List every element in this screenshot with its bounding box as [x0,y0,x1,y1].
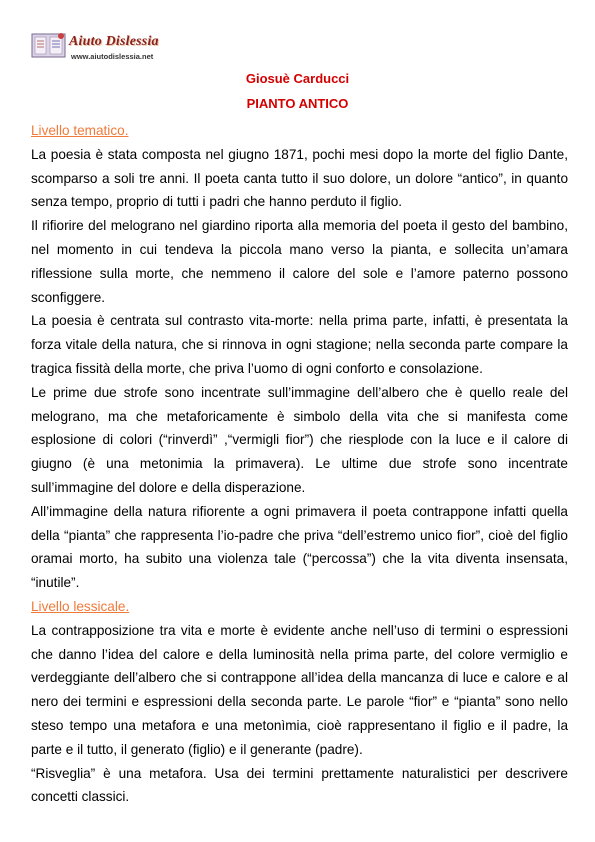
section-heading-lessicale: Livello lessicale. [31,598,130,614]
document-body [31,119,568,809]
site-logo [31,31,181,65]
paragraph: La poesia è centrata sul contrasto vita-morte: nella prima parte, infatti, è presentata la forza vitale della natura, che si rinnova in ogni stagione; nella seconda parte compare la tragica fissità della morte, che priva l’uomo di ogni conforto e consolazione. [31,313,568,376]
paragraph: La contrapposizione tra vita e morte è evidente anche nell’uso di termini o espressioni che danno l’idea del calore e della luminosità nella prima parte, del colore vermiglio e verdeggiante dell’albero che si contrappone all’idea della mancanza di luce e calore e al nero dei termini e espressioni della seconda parte. Le parole “fior” e “pianta” sono nello steso tempo una metafora e una metonìmia, cioè rappresentano il figlio e il padre, la parte e il tutto, il generato (figlio) e il generante (padre). [31,622,568,757]
logo-title: Aiuto Dislessia [69,34,159,49]
author-heading: Giosuè Carducci [245,71,350,86]
paragraph: La poesia è stata composta nel giugno 1871, pochi mesi dopo la morte del figlio Dante, scomparso a soli tre anni. Il poeta canta tutto il suo dolore, un dolore “antico”, in quanto senza tempo, proprio di tutti i padri che hanno perduto il figlio. [31,146,568,210]
section-heading-text: Livello tematico [31,123,125,138]
paragraph: Il rifiorire del melograno nel giardino riporta alla memoria del poeta il gesto del bambino, nel momento in cui tendeva la piccola mano verso la pianta, e sollecita un’amara riflessione sulla morte, che nemmeno il calore del sole e l’amore paterno possono sconfiggere. [31,218,568,305]
paragraph: Le prime due strofe sono incentrate sull’immagine dell’albero che è quello reale del melograno, ma che metaforicamente è simbolo della vita che si manifesta come esplosione di colori (“rinverdì” ,“vermigli fior”) che riesplode con la luce e il calore di giugno (è una metonimia la primavera). Le ultime due strofe sono incentrate sull’immagine del dolore e della disperazione. [31,384,568,495]
dictionary-book-icon [31,31,67,59]
poem-title: PIANTO ANTICO [246,96,349,111]
logo-url: www.aiutodislessia.net [71,52,154,61]
paragraph: “Risveglia” è una metafora. Usa dei termini prettamente naturalistici per descrivere concetti classici. [31,765,568,805]
section-heading-tematico: Livello tematico. [31,123,129,138]
paragraph: All’immagine della natura rifiorente a ogni primavera il poeta contrappone infatti quella della “pianta” che rappresenta l’io-padre che priva “dell’estremo unico fior”, cioè del figlio oramai morto, ha subito una violenza tale (“percossa”) che la vita diventa insensata, “inutile”. [31,503,568,591]
section-heading-text: Livello lessicale [31,598,126,614]
